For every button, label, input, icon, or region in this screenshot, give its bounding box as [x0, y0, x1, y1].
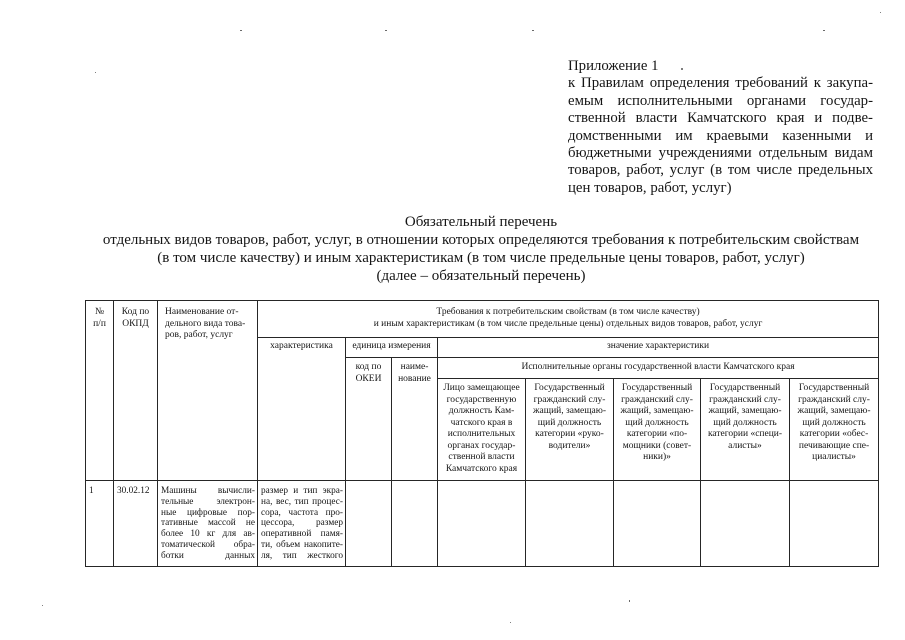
row-item-name: Машины вычисли- тельные электрон- ные цифровые пор- тативные массой не более 10 кг для ав- томатической обра- ботки данных: [158, 481, 258, 567]
row-okei-code: [346, 481, 392, 567]
title-line: отдельных видов товаров, работ, услуг, в отношении которых определяются требования к потребительским свойствам: [102, 232, 860, 248]
header-category: Государственный гражданский слу- жащий, замещаю- щий должность категории «руко- водители»: [526, 379, 614, 481]
header-row: [86, 301, 879, 338]
document-title: [85, 213, 877, 285]
row-okpd-code: 30.02.12: [114, 481, 158, 567]
header-value: значение характеристики: [438, 338, 879, 358]
row-value-cell: [526, 481, 614, 567]
scan-speck: [629, 600, 630, 602]
mandatory-list-table: [85, 300, 879, 567]
appendix-line: емым исполнительными органами государ-: [568, 92, 873, 109]
header-okei-code: код по ОКЕИ: [346, 358, 392, 481]
header-category: Лицо замещающее государственную должность Кам- чатского края в исполнительных органах государ- ственной власти Камчатского края: [438, 379, 526, 481]
appendix-line: бюджетными учреждениями отдельным видам: [568, 145, 873, 162]
scan-speck: [95, 72, 96, 73]
scan-speck: [240, 30, 242, 31]
scan-speck: [880, 12, 881, 13]
header-category: Государственный гражданский слу- жащий, замещаю- щий должность категории «обес- печивающие спе- циалисты»: [790, 379, 879, 481]
header-okpd-code: Код по ОКПД: [114, 301, 158, 481]
row-characteristic: размер и тип экра- на, вес, тип процес- сора, частота про- цессора, размер оперативной памя- ти, объем накопите- ля, тип жесткого: [258, 481, 346, 567]
appendix-line: домственными им краевыми казенными и: [568, 127, 873, 144]
header-characteristic: характеристика: [258, 338, 346, 481]
scan-speck: [385, 30, 387, 31]
row-value-cell: [438, 481, 526, 567]
appendix-line: цен товаров, работ, услуг): [568, 179, 732, 196]
scan-speck: [42, 605, 43, 606]
scan-speck: [510, 622, 511, 623]
header-unit: единица измерения: [346, 338, 438, 358]
row-number: 1: [86, 481, 114, 567]
header-category: Государственный гражданский слу- жащий, замещаю- щий должность категории «по- мощники (совет- ники)»: [614, 379, 701, 481]
scan-speck: [532, 30, 534, 31]
header-item-name: Наименование от- дельного вида това- ров, работ, услуг: [158, 301, 258, 481]
appendix-heading: Приложение 1: [568, 58, 659, 74]
header-category: Государственный гражданский слу- жащий, замещаю- щий должность категории «специ- алисты»: [701, 379, 790, 481]
title-line: (в том числе качеству) и иным характеристикам (в том числе предельные цены товаров, работ, услуг): [157, 250, 805, 266]
row-value-cell: [790, 481, 879, 567]
header-authorities: Исполнительные органы государственной власти Камчатского края: [438, 358, 879, 379]
appendix-line: ственной власти Камчатского края и подве-: [568, 110, 873, 127]
header-number: № п/п: [86, 301, 114, 481]
table-row: [86, 481, 879, 567]
row-value-cell: [614, 481, 701, 567]
row-unit-name: [392, 481, 438, 567]
row-value-cell: [701, 481, 790, 567]
appendix-block: [568, 58, 873, 197]
title-line: Обязательный перечень: [404, 214, 558, 230]
header-unit-name: наиме- нование: [392, 358, 438, 481]
appendix-line: товаров, работ, услуг (в том числе предельных: [568, 162, 873, 179]
header-requirements: Требования к потребительским свойствам (в том числе качеству) и иным характеристикам (в том числе предельные цены) отдельных видов товаров, работ, услуг: [258, 301, 879, 338]
appendix-line: к Правилам определения требований к закупа-: [568, 75, 873, 92]
scan-speck: [823, 30, 825, 31]
title-line: (далее – обязательный перечень): [376, 268, 586, 284]
